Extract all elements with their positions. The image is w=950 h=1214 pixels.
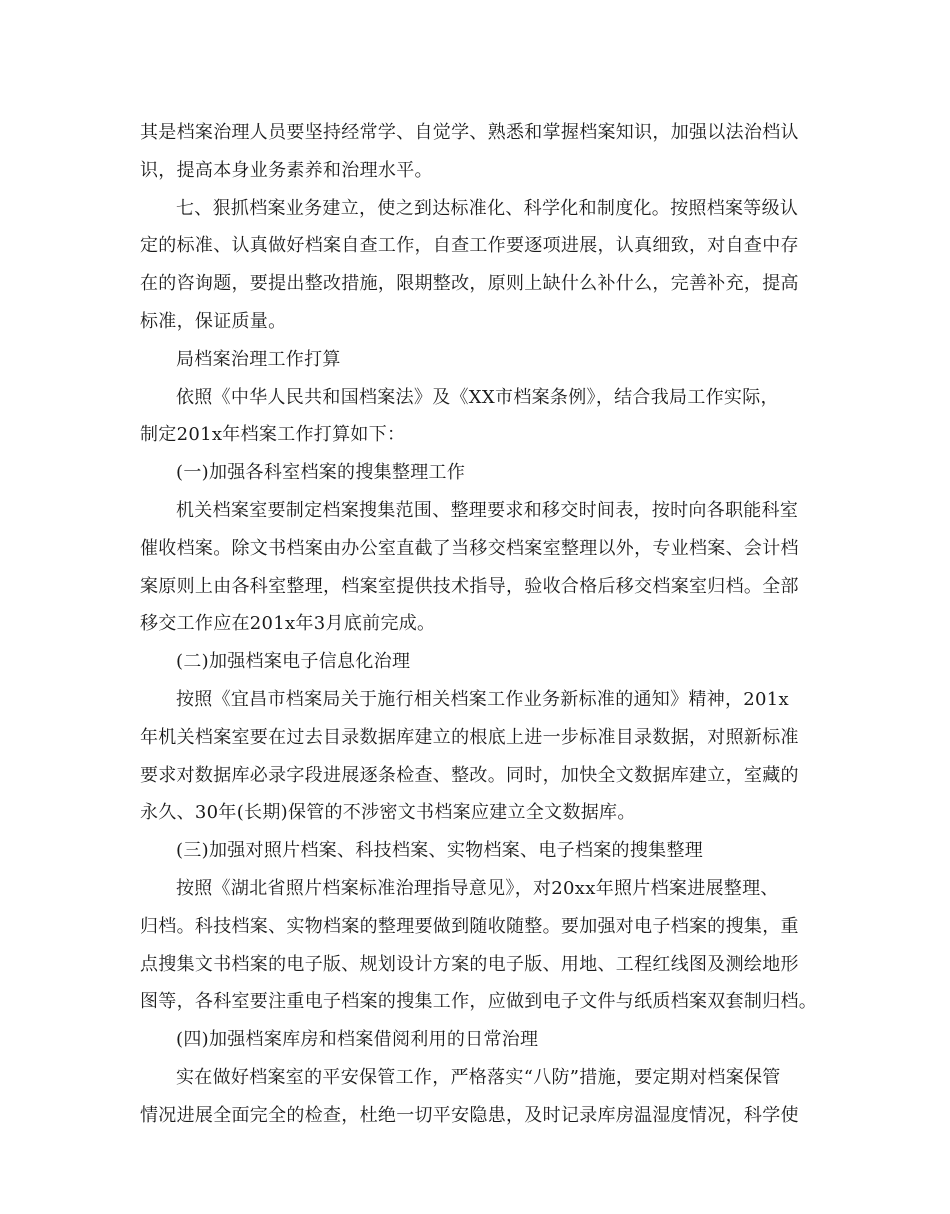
text-line: 永久、30年(长期)保管的不涉密文书档案应建立全文数据库。 [140, 802, 636, 824]
text-line: 依照《中华人民共和国档案法》及《XX市档案条例》，结合我局工作实际， [176, 386, 779, 408]
text-line: 图等，各科室要注重电子档案的搜集工作，应做到电子文件与纸质档案双套制归档。 [140, 991, 818, 1013]
text-line: 定的标准、认真做好档案自查工作，自查工作要逐项进展，认真细致，对自查中存 [140, 235, 799, 257]
text-line: 案原则上由各科室整理，档案室提供技术指导，验收合格后移交档案室归档。全部 [140, 575, 799, 597]
text-line: 其是档案治理人员要坚持经常学、自觉学、熟悉和掌握档案知识，加强以法治档认 [140, 122, 799, 143]
text-line: 局档案治理工作打算 [176, 348, 341, 370]
text-line: (四)加强档案库房和档案借阅利用的日常治理 [176, 1029, 539, 1051]
text-line: 机关档案室要制定档案搜集范围、整理要求和移交时间表，按时向各职能科室 [176, 499, 799, 521]
text-line: 标准，保证质量。 [140, 310, 287, 332]
text-line: 移交工作应在201x年3月底前完成。 [140, 613, 436, 635]
text-line: 年机关档案室要在过去目录数据库建立的根底上进一步标准目录数据，对照新标准 [140, 726, 799, 748]
text-line: 识，提高本身业务素养和治理水平。 [140, 159, 433, 181]
text-line: 制定201x年档案工作打算如下： [140, 424, 406, 446]
text-line: 要求对数据库必录字段进展逐条检查、整改。同时，加快全文数据库建立，室藏的 [140, 764, 799, 786]
document-body [140, 114, 820, 1135]
text-line: 按照《湖北省照片档案标准治理指导意见》，对20xx年照片档案进展整理、 [176, 877, 779, 899]
text-line: (一)加强各科室档案的搜集整理工作 [176, 462, 466, 484]
text-line: 点搜集文书档案的电子版、规划设计方案的电子版、用地、工程红线图及测绘地形 [140, 953, 799, 975]
text-line: (二)加强档案电子信息化治理 [176, 651, 411, 673]
text-line: (三)加强对照片档案、科技档案、实物档案、电子档案的搜集整理 [176, 840, 704, 862]
text-line: 在的咨询题，要提出整改措施，限期整改，原则上缺什么补什么，完善补充，提高 [140, 273, 799, 295]
text-line: 实在做好档案室的平安保管工作，严格落实“八防”措施，要定期对档案保管 [176, 1066, 781, 1088]
text-line: 按照《宜昌市档案局关于施行相关档案工作业务新标准的通知》精神，201x [176, 688, 790, 710]
text-line: 催收档案。除文书档案由办公室直截了当移交档案室整理以外，专业档案、会计档 [140, 537, 799, 559]
text-line: 归档。科技档案、实物档案的整理要做到随收随整。要加强对电子档案的搜集，重 [140, 915, 799, 937]
text-line: 情况进展全面完全的检查，杜绝一切平安隐患，及时记录库房温湿度情况，科学使 [140, 1104, 799, 1126]
text-line: 七、狠抓档案业务建立，使之到达标准化、科学化和制度化。按照档案等级认 [176, 197, 799, 219]
